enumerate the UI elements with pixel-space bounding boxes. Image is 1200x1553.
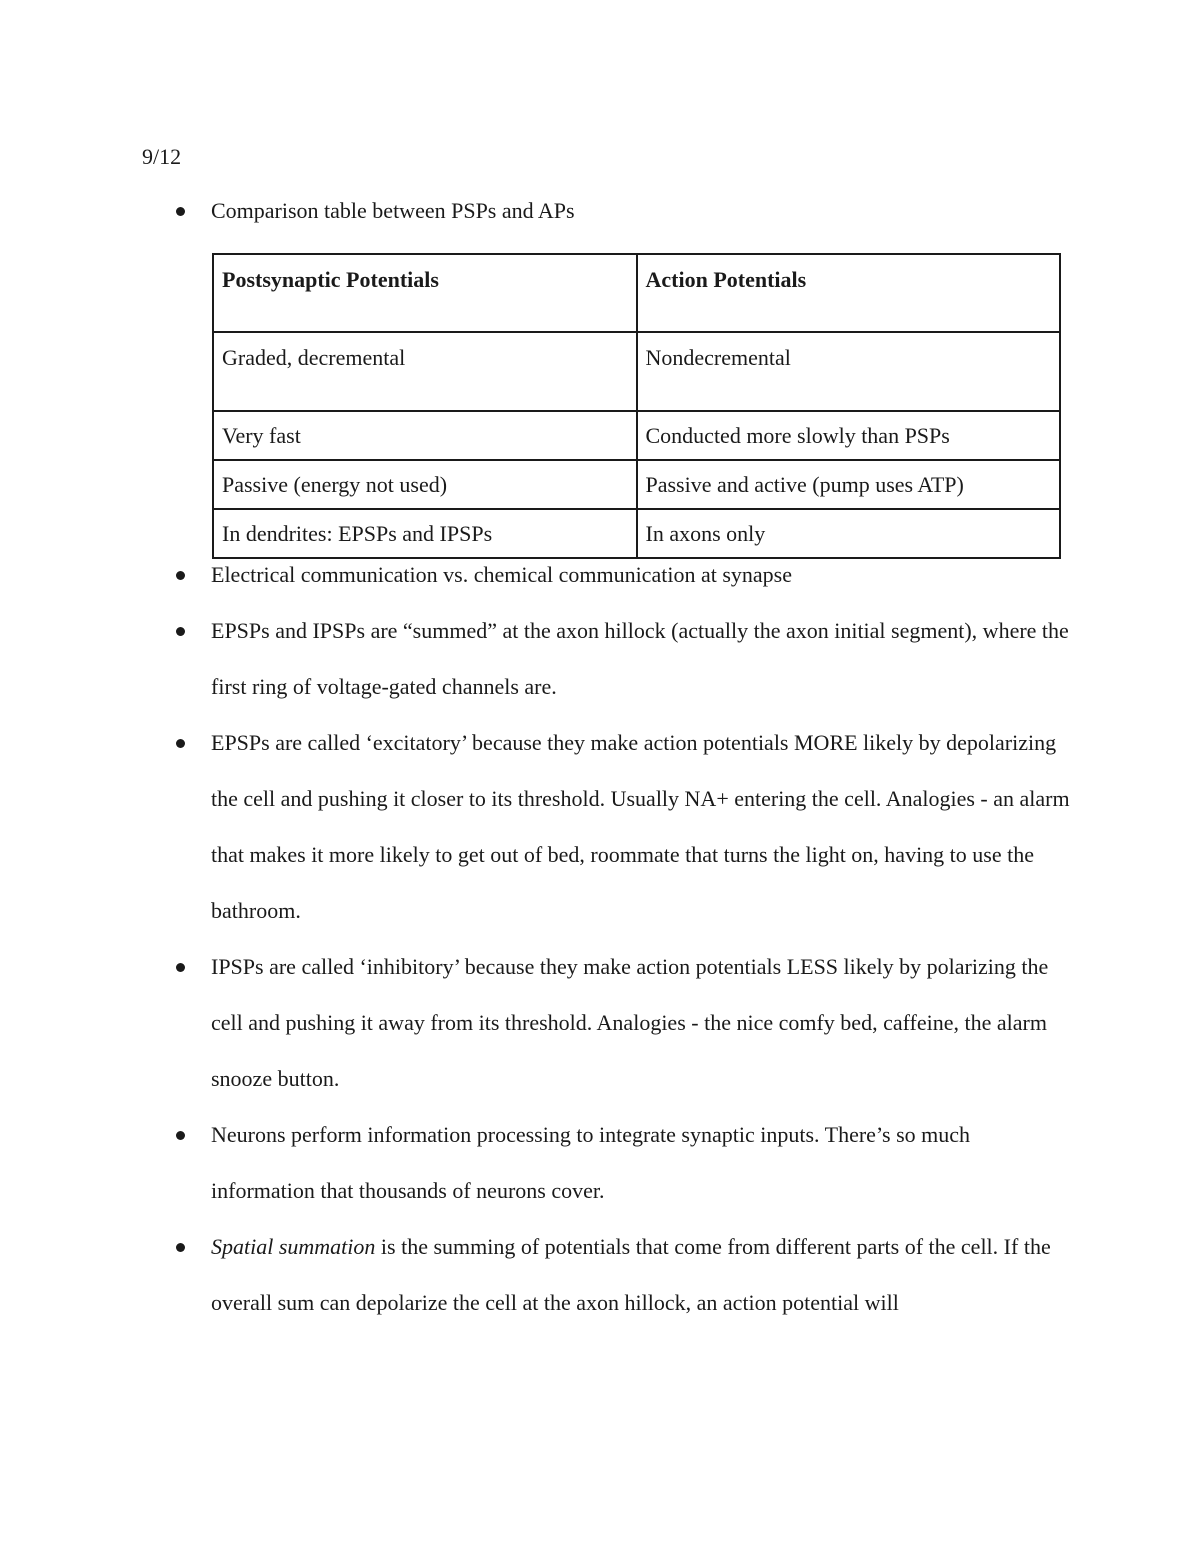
table-cell: Very fast xyxy=(213,411,637,460)
list-item xyxy=(211,547,1071,603)
comparison-table xyxy=(212,253,1061,559)
table-cell: Passive and active (pump uses ATP) xyxy=(637,460,1061,509)
table-row xyxy=(213,332,1060,411)
bullet-icon xyxy=(176,739,185,748)
table-cell: In axons only xyxy=(637,509,1061,558)
spatial-summation-definition: is the summing of potentials that come from different parts of the cell. If the overall sum can depolarize the cell at the axon hillock, an action potential will xyxy=(211,1234,1051,1315)
table-cell: Graded, decremental xyxy=(213,332,637,411)
list-item xyxy=(211,1107,1071,1219)
list-item xyxy=(211,1219,1071,1331)
table-header-row xyxy=(213,254,1060,332)
bullet-icon xyxy=(176,1243,185,1252)
bullet-text: IPSPs are called ‘inhibitory’ because they make action potentials LESS likely by polarizing the cell and pushing it away from its threshold. Analogies - the nice comfy bed, caffeine, the alarm snooze button. xyxy=(211,954,1049,1091)
bullet-icon xyxy=(176,571,185,580)
table-cell: Passive (energy not used) xyxy=(213,460,637,509)
bullet-text: Comparison table between PSPs and APs xyxy=(211,198,575,223)
bullet-icon xyxy=(176,1131,185,1140)
list-item xyxy=(211,939,1071,1107)
list-item xyxy=(211,715,1071,939)
list-item xyxy=(211,183,1071,239)
table-row xyxy=(213,411,1060,460)
table-cell: Conducted more slowly than PSPs xyxy=(637,411,1061,460)
spatial-summation-term: Spatial summation xyxy=(211,1234,376,1259)
bullet-icon xyxy=(176,963,185,972)
table-header: Postsynaptic Potentials xyxy=(213,254,637,332)
bullet-text xyxy=(211,1219,1071,1331)
bullet-text: EPSPs are called ‘excitatory’ because they make action potentials MORE likely by depolarizing the cell and pushing it closer to its threshold. Usually NA+ entering the cell. Analogies - an alarm that makes it more likely to get out of bed, roommate that turns the light on, having to use the bathroom. xyxy=(211,730,1070,923)
bullet-text: Neurons perform information processing to integrate synaptic inputs. There’s so much information that thousands of neurons cover. xyxy=(211,1122,971,1203)
table-row xyxy=(213,460,1060,509)
table-header: Action Potentials xyxy=(637,254,1061,332)
bullet-text: EPSPs and IPSPs are “summed” at the axon hillock (actually the axon initial segment), where the first ring of voltage-gated channels are. xyxy=(211,618,1069,699)
bullet-icon xyxy=(176,207,185,216)
bullet-icon xyxy=(176,627,185,636)
table-cell: In dendrites: EPSPs and IPSPs xyxy=(213,509,637,558)
date-heading: 9/12 xyxy=(142,144,182,169)
bullet-list xyxy=(211,547,1071,1331)
table-cell: Nondecremental xyxy=(637,332,1061,411)
bullet-text: Electrical communication vs. chemical communication at synapse xyxy=(211,562,792,587)
list-item xyxy=(211,603,1071,715)
